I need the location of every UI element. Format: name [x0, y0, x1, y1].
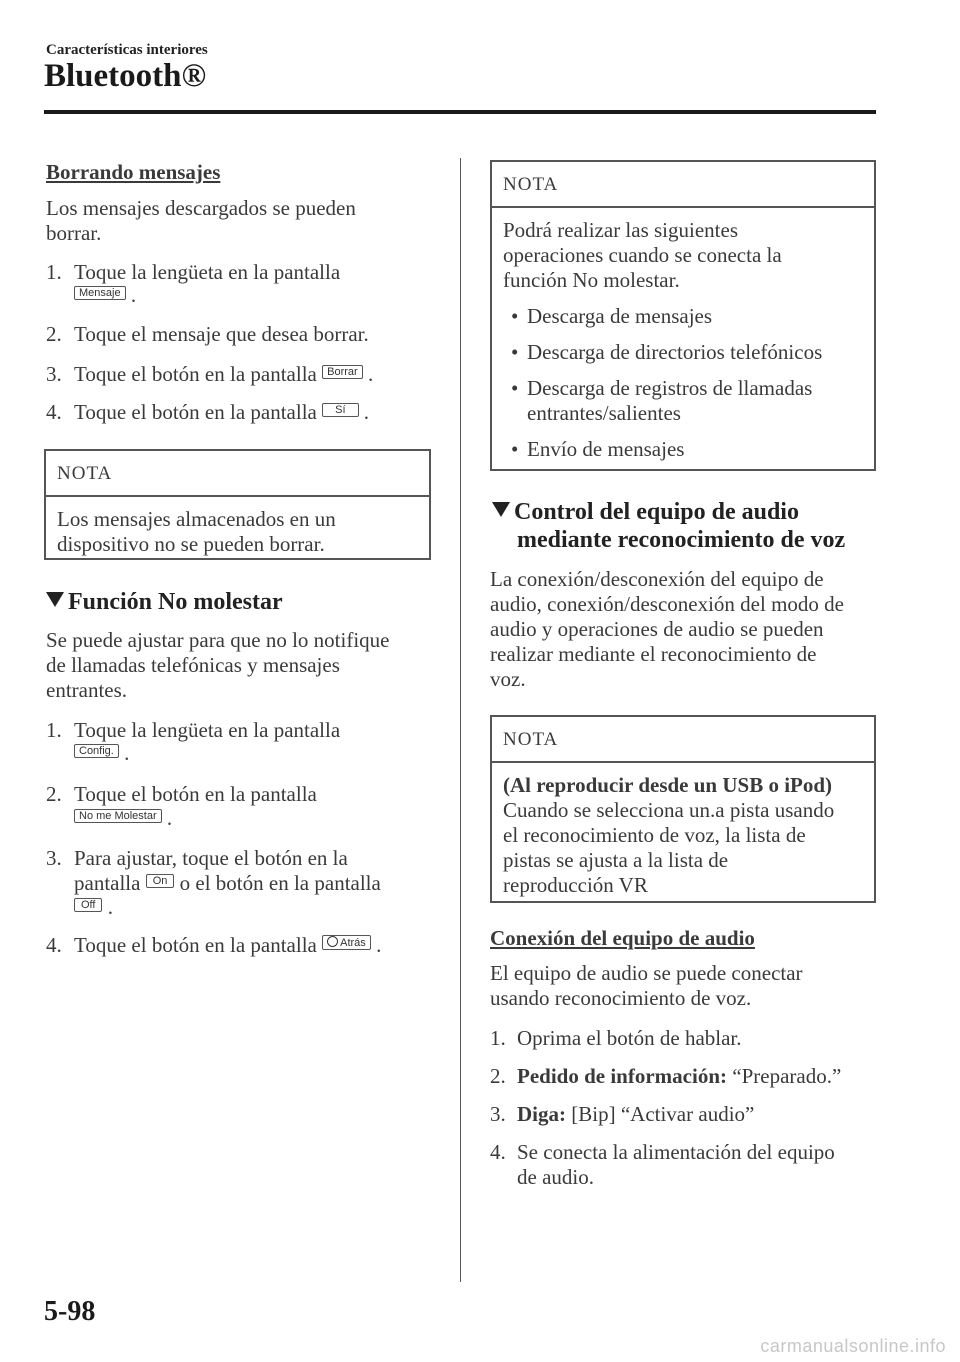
- page-number: 5-98: [44, 1296, 96, 1327]
- connect-step3-text: [Bip] “Activar audio”: [571, 1102, 755, 1126]
- period: .: [166, 806, 173, 830]
- bullet-item: • Envío de mensajes: [503, 437, 864, 462]
- dnd-step2-number: 2.: [46, 782, 62, 806]
- dnd-paragraph-line2: de llamadas telefónicas y mensajes: [46, 653, 340, 677]
- bullet-item: • Descarga de directorios telefónicos: [503, 340, 864, 365]
- delete-step3-number: 3.: [46, 362, 62, 386]
- si-button[interactable]: Sí: [322, 403, 358, 417]
- dnd-step4-number: 4.: [46, 933, 62, 957]
- delete-step2-number: 2.: [46, 322, 62, 346]
- triangle-marker-icon: [46, 592, 64, 607]
- period: .: [107, 895, 113, 919]
- connect-step2-line: [517, 1064, 841, 1089]
- delete-step4-line: [74, 400, 369, 425]
- dnd-step3-line3: [74, 895, 113, 920]
- atras-button-label: Atrás: [340, 937, 366, 949]
- note-box-stored-messages: [44, 449, 431, 560]
- bullet-item: [503, 376, 864, 426]
- voice-control-heading-line1: [492, 498, 799, 526]
- note-line: operaciones cuando se conecta la: [503, 243, 782, 267]
- borrar-button[interactable]: Borrar: [322, 365, 363, 379]
- no-me-molestar-button[interactable]: No me Molestar: [74, 809, 162, 823]
- voice-paragraph-line1: La conexión/desconexión del equipo de: [490, 567, 824, 591]
- voice-paragraph-line5: voz.: [490, 667, 526, 691]
- mensaje-button[interactable]: Mensaje: [74, 286, 126, 300]
- section-label: Características interiores: [46, 42, 208, 58]
- connect-paragraph-line1: El equipo de audio se puede conectar: [490, 961, 803, 985]
- bullet-line: entrantes/salientes: [527, 401, 681, 425]
- bullet-item: • Descarga de mensajes: [503, 304, 864, 329]
- note-body: [492, 763, 874, 908]
- dnd-step1-text: Toque la lengüeta en la pantalla: [74, 718, 341, 742]
- note-line: pistas se ajusta a la lista de: [503, 848, 729, 872]
- delete-step3-line: [74, 362, 373, 387]
- delete-step4-text: Toque el botón en la pantalla: [74, 400, 317, 424]
- dnd-step3-line2: [74, 871, 381, 896]
- do-not-disturb-heading-text: Función No molestar: [68, 589, 283, 615]
- delete-messages-heading: Borrando mensajes: [46, 160, 221, 184]
- connect-step3-bold: Diga:: [517, 1102, 566, 1126]
- delete-step4-number: 4.: [46, 400, 62, 424]
- delete-step1-text: Toque la lengüeta en la pantalla: [74, 260, 341, 284]
- period: .: [367, 362, 374, 386]
- dnd-step1-number: 1.: [46, 718, 62, 742]
- triangle-marker-icon: [492, 502, 510, 517]
- connect-step4-number: 4.: [490, 1140, 506, 1164]
- delete-step1-button-line: [74, 283, 136, 308]
- note-heading: NOTA: [492, 162, 874, 208]
- watermark: carmanualsonline.info: [760, 1336, 946, 1356]
- connect-step1-number: 1.: [490, 1026, 506, 1050]
- note-box-dnd-operations: [490, 160, 876, 471]
- dnd-step3-text-b: pantalla: [74, 871, 141, 895]
- delete-step3-text: Toque el botón en la pantalla: [74, 362, 317, 386]
- note-line: Los mensajes almacenados en un: [57, 507, 336, 531]
- bullet-line: • Descarga de registros de llamadas: [527, 376, 813, 400]
- dnd-step2-text: Toque el botón en la pantalla: [74, 782, 317, 806]
- page-title: Bluetooth®: [44, 58, 207, 94]
- dnd-step2-button-line: [74, 806, 172, 831]
- note-line: Cuando se selecciona un.a pista usando: [503, 798, 835, 822]
- delete-intro-line1: Los mensajes descargados se pueden: [46, 196, 356, 220]
- period: .: [363, 400, 370, 424]
- header-rule: [44, 110, 876, 114]
- note-line: dispositivo no se pueden borrar.: [57, 532, 325, 556]
- delete-step1-number: 1.: [46, 260, 62, 284]
- connect-step3-number: 3.: [490, 1102, 506, 1126]
- note-heading: NOTA: [492, 717, 874, 763]
- period: .: [124, 741, 130, 765]
- voice-paragraph-line2: audio, conexión/desconexión del modo de: [490, 592, 844, 616]
- voice-control-heading-line2: mediante reconocimiento de voz: [517, 527, 846, 553]
- dnd-step1-button-line: [74, 741, 129, 766]
- connect-step4-line1: Se conecta la alimentación del equipo: [517, 1140, 835, 1164]
- dnd-step3-text-a: Para ajustar, toque el botón en la: [74, 846, 348, 870]
- dnd-step4-text: Toque el botón en la pantalla: [74, 933, 317, 957]
- dnd-step3-text-c: o el botón en la pantalla: [179, 871, 381, 895]
- do-not-disturb-heading: [46, 588, 283, 616]
- note-bold-line: (Al reproducir desde un USB o iPod): [503, 773, 833, 797]
- note-box-usb-ipod: [490, 715, 876, 903]
- on-button[interactable]: On: [146, 874, 175, 888]
- connect-audio-heading: Conexión del equipo de audio: [490, 926, 755, 950]
- connect-step4-line2: de audio.: [517, 1165, 594, 1189]
- config-button[interactable]: Config.: [74, 744, 119, 758]
- delete-step2-text: Toque el mensaje que desea borrar.: [74, 322, 369, 346]
- note-line: el reconocimiento de voz, la lista de: [503, 823, 806, 847]
- note-line: Podrá realizar las siguientes: [503, 218, 738, 242]
- note-body: [492, 208, 874, 472]
- note-heading: NOTA: [46, 451, 429, 497]
- note-body: [46, 497, 429, 567]
- connect-paragraph-line2: usando reconocimiento de voz.: [490, 986, 752, 1010]
- voice-paragraph-line4: realizar mediante el reconocimiento de: [490, 642, 817, 666]
- connect-step2-number: 2.: [490, 1064, 506, 1088]
- column-divider: [460, 158, 461, 1282]
- voice-control-heading-text: Control del equipo de audio: [514, 499, 799, 525]
- atras-button[interactable]: [322, 935, 371, 950]
- dnd-step4-line: [74, 933, 381, 958]
- period: .: [376, 933, 382, 957]
- delete-intro-line2: borrar.: [46, 221, 102, 245]
- note-line: reproducción VR: [503, 873, 648, 897]
- period: .: [130, 283, 137, 307]
- note-line: función No molestar.: [503, 268, 680, 292]
- voice-paragraph-line3: audio y operaciones de audio se pueden: [490, 617, 824, 641]
- dnd-paragraph-line1: Se puede ajustar para que no lo notifique: [46, 628, 390, 652]
- dnd-step3-number: 3.: [46, 846, 62, 870]
- connect-step2-text: “Preparado.”: [732, 1064, 842, 1088]
- connect-step3-line: [517, 1102, 754, 1127]
- connect-step1-text: Oprima el botón de hablar.: [517, 1026, 742, 1050]
- back-arrow-icon: [327, 936, 338, 947]
- connect-step2-bold: Pedido de información:: [517, 1064, 727, 1088]
- off-button[interactable]: Off: [74, 898, 102, 912]
- dnd-paragraph-line3: entrantes.: [46, 678, 128, 702]
